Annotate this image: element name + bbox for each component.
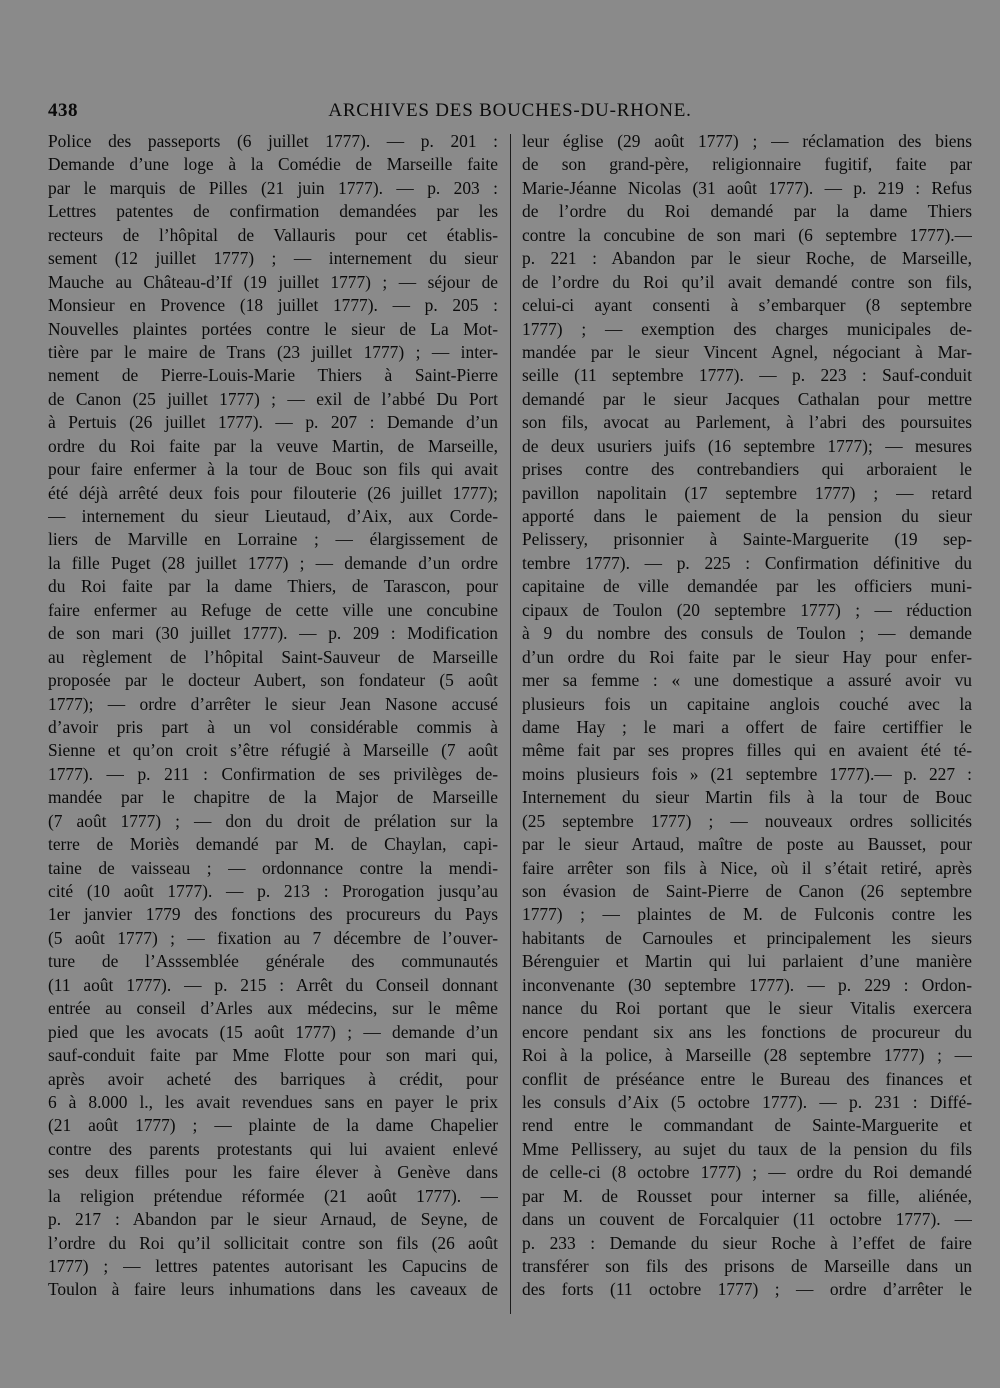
text-line: conflit de préséance entre le Bureau des finances et xyxy=(522,1068,972,1089)
text-line: tembre 1777). — p. 225 : Confirmation définitive du xyxy=(522,552,972,573)
text-line: ordre du Roi faite par la veuve Martin, de Marseille, xyxy=(48,435,498,456)
text-line: — internement du sieur Lieutaud, d’Aix, aux Corde- xyxy=(48,506,498,526)
text-line: de Canon (25 juillet 1777) ; — exil de l’abbé Du Port xyxy=(48,388,498,409)
text-line: Demande d’une loge à la Comédie de Marseille faite xyxy=(48,154,498,175)
text-line: transférer son fils des prisons de Marseille dans un xyxy=(522,1256,972,1276)
text-line: leur église (29 août 1777) ; — réclamation des biens xyxy=(522,131,972,151)
text-line: à 9 du nombre des consuls de Toulon ; — demande xyxy=(522,623,972,644)
text-line: ses deux filles pour les faire élever à Genève dans xyxy=(48,1162,498,1183)
text-line: la fille Puget (28 juillet 1777) ; — demande d’un ordre xyxy=(48,552,498,573)
text-line: Roi à la police, à Marseille (28 septembre 1777) ; — xyxy=(522,1045,972,1066)
text-line: de son mari (30 juillet 1777). — p. 209 : Modification xyxy=(48,623,498,644)
text-line: p. 217 : Abandon par le sieur Arnaud, de Seyne, de xyxy=(48,1209,498,1230)
text-line: été déjà arrêté deux fois pour filouterie (26 juillet 1777); xyxy=(48,482,498,503)
text-line: mer sa femme : « une domestique a assuré avoir vu xyxy=(522,670,972,691)
text-line: par le sieur Artaud, maître de poste au Bausset, pour xyxy=(522,834,972,855)
text-line: capitaine de ville demandée par les officiers muni- xyxy=(522,576,972,597)
text-line: 1777) ; — exemption des charges municipales de- xyxy=(522,318,972,339)
text-line: de deux usuriers juifs (16 septembre 1777); — mesures xyxy=(522,435,972,456)
text-line: 1er janvier 1779 des fonctions des procureurs du Pays xyxy=(48,904,498,925)
page-header xyxy=(48,100,972,126)
text-line: pavillon napolitain (17 septembre 1777) ; — retard xyxy=(522,482,972,503)
text-line: entrée au conseil d’Arles aux médecins, sur le même xyxy=(48,998,498,1019)
text-line: de l’ordre du Roi qu’il avait demandé contre son fils, xyxy=(522,271,972,292)
text-line: à Pertuis (26 juillet 1777). — p. 207 : Demande d’un xyxy=(48,412,498,433)
text-line: Nouvelles plaintes portées contre le sieur de La Mot- xyxy=(48,318,498,339)
text-line: au règlement de l’hôpital Saint-Sauveur de Marseille xyxy=(48,646,498,667)
text-line: 1777); — ordre d’arrêter le sieur Jean Nasone accusé xyxy=(48,693,498,714)
text-line: (7 août 1777) ; — don du droit de prélation sur la xyxy=(48,810,498,831)
column-divider xyxy=(510,134,511,1314)
text-line: dans un couvent de Forcalquier (11 octobre 1777). — xyxy=(522,1209,972,1230)
text-line: par le marquis de Pilles (21 juin 1777). — p. 203 : xyxy=(48,177,498,198)
text-line: cité (10 août 1777). — p. 213 : Prorogation jusqu’au xyxy=(48,881,498,901)
text-line: par M. de Rousset pour interner sa fille, aliénée, xyxy=(522,1185,972,1206)
text-line: Mme Pellissery, au sujet du taux de la pension du fils xyxy=(522,1138,972,1159)
text-line: recteurs de l’hôpital de Vallauris pour cet établis- xyxy=(48,224,498,245)
text-line: tière par le maire de Trans (23 juillet 1777) ; — inter- xyxy=(48,341,498,362)
text-line: nement de Pierre-Louis-Marie Thiers à Saint-Pierre xyxy=(48,365,498,386)
text-line: Police des passeports (6 juillet 1777). — p. 201 : xyxy=(48,131,498,151)
text-line: (11 août 1777). — p. 215 : Arrêt du Conseil donnant xyxy=(48,974,498,995)
text-line: plusieurs fois un capitaine anglois couché avec la xyxy=(522,693,972,714)
text-line: pied que les avocats (15 août 1777) ; — demande d’un xyxy=(48,1021,498,1042)
text-line: mandée par le chapitre de la Major de Marseille xyxy=(48,787,498,808)
text-line: taine de vaisseau ; — ordonnance contre la mendi- xyxy=(48,857,498,878)
text-line: la religion prétendue réformée (21 août 1777). — xyxy=(48,1185,498,1206)
text-line: inconvenante (30 septembre 1777). — p. 229 : Ordon- xyxy=(522,974,972,995)
text-line: liers de Marville en Lorraine ; — élargissement de xyxy=(48,529,498,550)
text-line: 1777) ; — plaintes de M. de Fulconis contre les xyxy=(522,904,972,925)
text-line: Toulon à faire leurs inhumations dans les caveaux de xyxy=(48,1279,498,1300)
text-line: contre des parents protestants qui lui avaient enlevé xyxy=(48,1138,498,1159)
text-line: Sienne et qu’on croit s’être réfugié à Marseille (7 août xyxy=(48,740,498,761)
text-line: des forts (11 octobre 1777) ; — ordre d’arrêter le xyxy=(522,1279,972,1300)
text-line: mandée par le sieur Vincent Agnel, négociant à Mar- xyxy=(522,341,972,362)
right-column xyxy=(522,130,972,1302)
text-line: rend entre le commandant de Sainte-Marguerite et xyxy=(522,1115,972,1136)
left-column xyxy=(48,130,498,1302)
text-line: sement (12 juillet 1777) ; — internement du sieur xyxy=(48,248,498,269)
text-line: 1777). — p. 211 : Confirmation de ses privilèges de- xyxy=(48,763,498,784)
text-line: l’ordre du Roi qu’il sollicitait contre son fils (26 août xyxy=(48,1232,498,1253)
text-line: faire enfermer au Refuge de cette ville une concubine xyxy=(48,599,498,620)
text-line: encore pendant six ans les fonctions de procureur du xyxy=(522,1021,972,1042)
text-line: seille (11 septembre 1777). — p. 223 : Sauf-conduit xyxy=(522,365,972,386)
text-line: d’avoir pris part à un vol considérable commis à xyxy=(48,716,498,737)
text-line: prises contre des contrebandiers qui arboraient le xyxy=(522,459,972,480)
text-line: habitants de Carnoules et principalement les sieurs xyxy=(522,927,972,948)
text-line: ture de l’Asssemblée générale des communautés xyxy=(48,951,498,972)
text-line: Lettres patentes de confirmation demandées par les xyxy=(48,201,498,222)
text-line: apporté dans le paiement de la pension du sieur xyxy=(522,506,972,526)
text-line: moins plusieurs fois » (21 septembre 1777).— p. 227 : xyxy=(522,763,972,784)
text-line: Mauche au Château-d’If (19 juillet 1777) ; — séjour de xyxy=(48,271,498,292)
text-line: de son grand-père, religionnaire fugitif, faite par xyxy=(522,154,972,175)
text-line: p. 233 : Demande du sieur Roche à l’effet de faire xyxy=(522,1232,972,1253)
text-line: celui-ci ayant consenti à s’embarquer (8 septembre xyxy=(522,295,972,316)
text-line: proposée par le docteur Aubert, son fondateur (5 août xyxy=(48,670,498,691)
text-line: sauf-conduit faite par Mme Flotte pour son mari qui, xyxy=(48,1045,498,1066)
text-line: 6 à 8.000 l., les avait revendues sans en payer le prix xyxy=(48,1091,498,1112)
text-line: son fils, avocat au Parlement, à l’abri des poursuites xyxy=(522,412,972,433)
running-title: ARCHIVES DES BOUCHES-DU-RHONE. xyxy=(328,100,692,121)
text-line: pour faire enfermer à la tour de Bouc son fils qui avait xyxy=(48,459,498,480)
page-number: 438 xyxy=(48,100,78,121)
text-line: après avoir acheté des barriques à crédit, pour xyxy=(48,1068,498,1089)
text-line: cipaux de Toulon (20 septembre 1777) ; — réduction xyxy=(522,599,972,620)
text-line: d’un ordre du Roi faite par le sieur Hay pour enfer- xyxy=(522,646,972,667)
text-line: même fait par ses propres filles qui en avaient été té- xyxy=(522,740,972,761)
text-line: Internement du sieur Martin fils à la tour de Bouc xyxy=(522,787,972,808)
text-line: faire arrêter son fils à Nice, où il s’était retiré, après xyxy=(522,857,972,878)
text-line: dame Hay ; le mari a offert de faire certiffier le xyxy=(522,716,972,737)
text-line: les consuls d’Aix (5 octobre 1777). — p. 231 : Diffé- xyxy=(522,1091,972,1112)
text-line: demandé par le sieur Jacques Cathalan pour mettre xyxy=(522,388,972,409)
text-line: de l’ordre du Roi demandé par la dame Thiers xyxy=(522,201,972,222)
text-line: son évasion de Saint-Pierre de Canon (26 septembre xyxy=(522,881,972,901)
text-line: (21 août 1777) ; — plainte de la dame Chapelier xyxy=(48,1115,498,1136)
text-line: (25 septembre 1777) ; — nouveaux ordres sollicités xyxy=(522,810,972,831)
text-line: (5 août 1777) ; — fixation au 7 décembre de l’ouver- xyxy=(48,927,498,948)
text-line: 1777) ; — lettres patentes autorisant les Capucins de xyxy=(48,1256,498,1276)
text-line: terre de Moriès demandé par M. de Chaylan, capi- xyxy=(48,834,498,855)
text-line: de celle-ci (8 octobre 1777) ; — ordre du Roi demandé xyxy=(522,1162,972,1183)
text-line: contre la concubine de son mari (6 septembre 1777).— xyxy=(522,224,972,245)
text-line: Monsieur en Provence (18 juillet 1777). — p. 205 : xyxy=(48,295,498,316)
text-line: Pelissery, prisonnier à Sainte-Marguerite (19 sep- xyxy=(522,529,972,550)
text-line: p. 221 : Abandon par le sieur Roche, de Marseille, xyxy=(522,248,972,269)
text-line: du Roi faite par la dame Thiers, de Tarascon, pour xyxy=(48,576,498,597)
text-line: Marie-Jéanne Nicolas (31 août 1777). — p. 219 : Refus xyxy=(522,177,972,198)
text-line: Bérenguier et Martin qui lui parlaient d’une manière xyxy=(522,951,972,972)
text-line: nance du Roi portant que le sieur Vitalis exercera xyxy=(522,998,972,1019)
